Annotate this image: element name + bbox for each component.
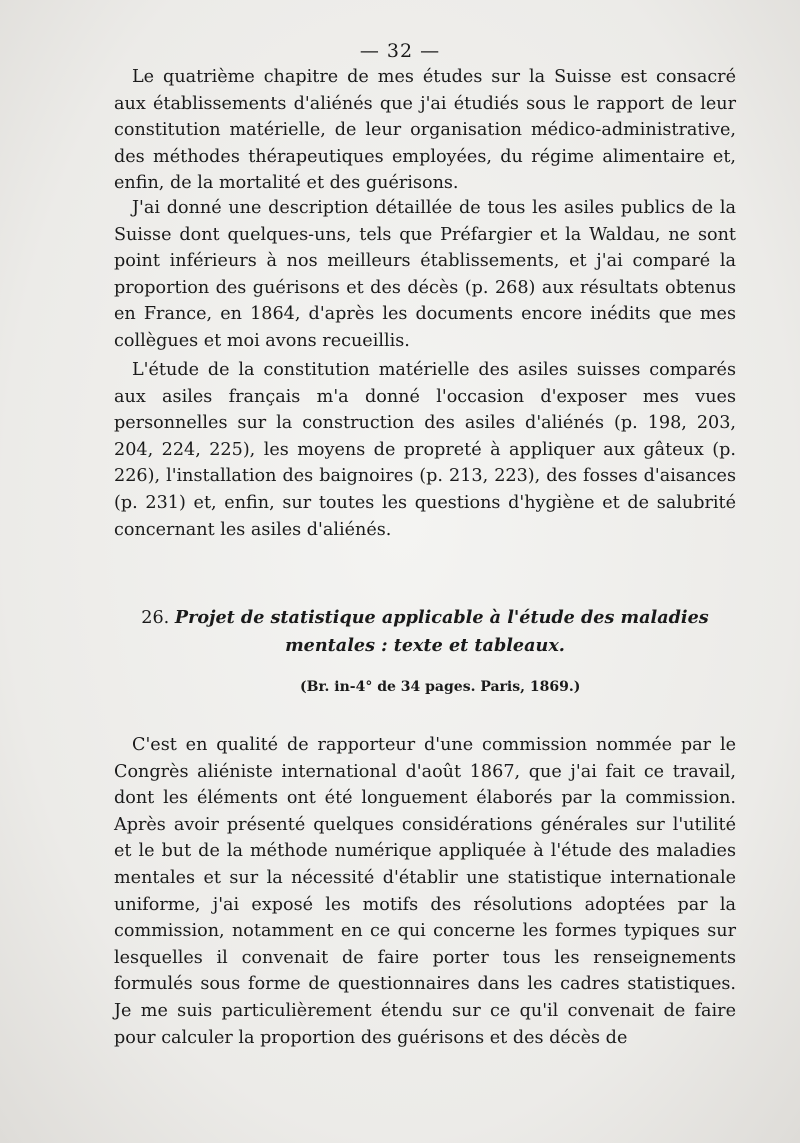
page-number: — 32 — <box>359 40 441 62</box>
paragraph-text: L'étude de la constitution matérielle des asiles suisses comparés aux asiles français m'a donné l'occasion d'exposer mes vues personnelles sur la construction des asiles d'aliénés (p. 198, 203, 204, 224, 225), les moyens de propreté à appliquer aux gâteux (p. 226), l'installation des baignoires (p. 213, 223), des fosses d'aisances (p. 231) et, enfin, sur toutes les questions d'hygiène et de salubrité concernant les asiles d'aliénés. <box>114 360 736 540</box>
section-title: Projet de statistique applicable à l'étude des maladies mentales : texte et tableaux. <box>174 607 709 656</box>
section-number: 26. <box>141 608 170 628</box>
paragraph-asylum-description <box>114 195 736 355</box>
publication-info: (Br. in-4° de 34 pages. Paris, 1869.) <box>300 679 581 695</box>
paragraph-text: J'ai donné une description détaillée de tous les asiles publics de la Suisse dont quelques-uns, tels que Préfargier et la Waldau, ne sont point inférieurs à nos meilleurs établissements, et j'ai comparé la proportion des guérisons et des décès (p. 268) aux résultats obtenus en France, en 1864, d'après les documents encore inédits que mes collègues et moi avons recueillis. <box>114 198 736 351</box>
section-heading <box>114 604 736 660</box>
paragraph-chapter-four <box>114 64 736 197</box>
paragraph-text: Le quatrième chapitre de mes études sur la Suisse est consacré aux établissements d'aliénés que j'ai étudiés sous le rapport de leur constitution matérielle, de leur organisation médico-administrative, des méthodes thérapeutiques employées, du régime alimentaire et, enfin, de la mortalité et des guérisons. <box>114 67 736 194</box>
paragraph-statistics-project <box>114 732 736 1051</box>
paragraph-material-constitution <box>114 357 736 543</box>
paragraph-text: C'est en qualité de rapporteur d'une commission nommée par le Congrès aliéniste international d'août 1867, que j'ai fait ce travail, dont les éléments ont été longuement élaborés par la commission. Après avoir présenté quelques considérations générales sur l'utilité et le but de la méthode numérique appliquée à l'étude des maladies mentales et sur la nécessité d'établir une statistique internationale uniforme, j'ai exposé les motifs des résolutions adoptées par la commission, notamment en ce qui concerne les formes typiques sur lesquelles il convenait de faire porter tous les renseignements formulés sous forme de questionnaires dans les cadres statistiques. Je me suis particulièrement étendu sur ce qu'il convenait de faire pour calculer la proportion des guérisons et des décès de <box>114 735 736 1048</box>
